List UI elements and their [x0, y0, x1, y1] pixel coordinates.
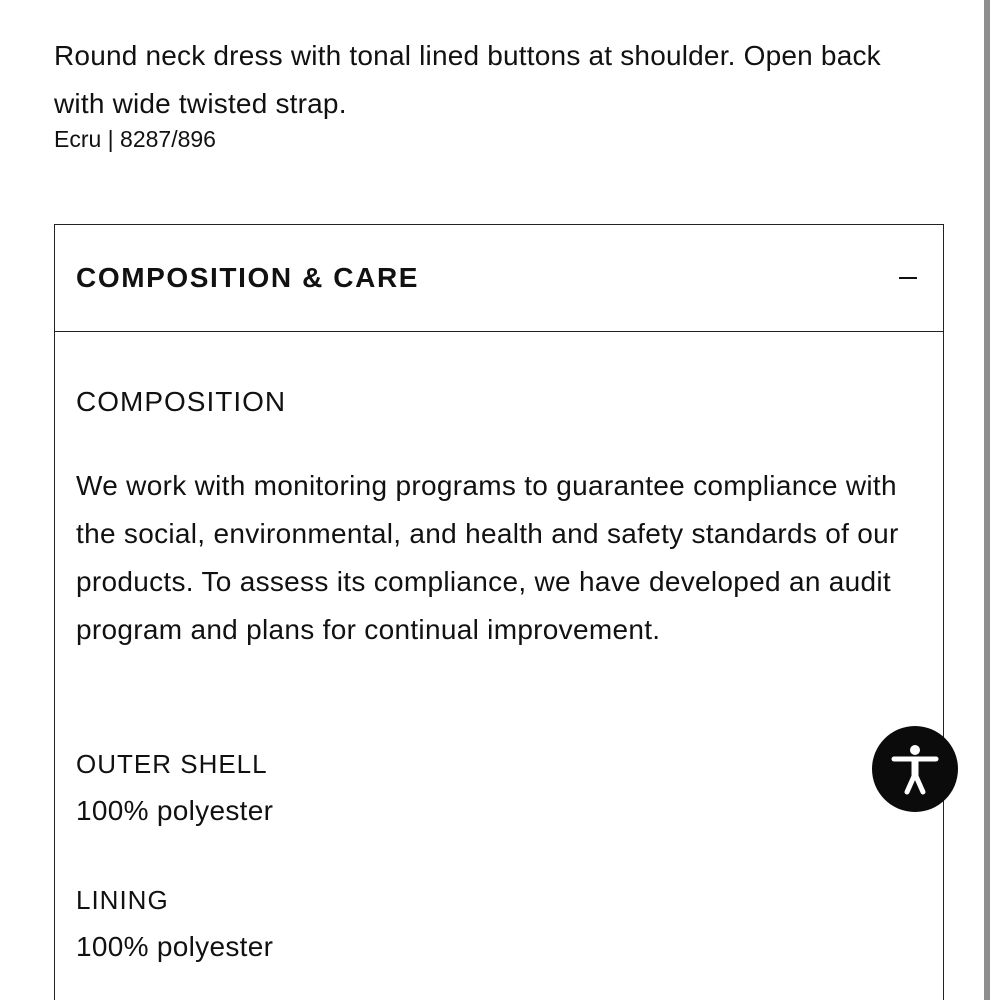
composition-heading: COMPOSITION: [76, 386, 287, 417]
composition-care-accordion: [54, 224, 944, 1000]
page-scrollbar[interactable]: [984, 0, 1000, 1000]
accordion-title: COMPOSITION & CARE: [76, 262, 420, 293]
scrollbar-thumb[interactable]: [984, 0, 990, 1000]
accessibility-person-icon: [872, 726, 958, 812]
accordion-header[interactable]: [55, 225, 943, 332]
lining-label: LINING: [76, 885, 169, 915]
composition-paragraph: We work with monitoring programs to guarantee compliance with the social, environmental, and health and safety standards of our products. To assess its compliance, we have developed an audit program and plans for continual improvement.: [76, 470, 899, 645]
outer-shell-label: OUTER SHELL: [76, 749, 268, 779]
product-color-reference: Ecru | 8287/896: [54, 126, 216, 152]
product-description: Round neck dress with tonal lined buttons at shoulder. Open back with wide twisted strap.: [54, 40, 881, 119]
outer-shell-value: 100% polyester: [76, 795, 274, 826]
collapse-minus-icon[interactable]: [899, 277, 917, 279]
accessibility-button[interactable]: [872, 726, 958, 812]
lining-value: 100% polyester: [76, 931, 274, 962]
